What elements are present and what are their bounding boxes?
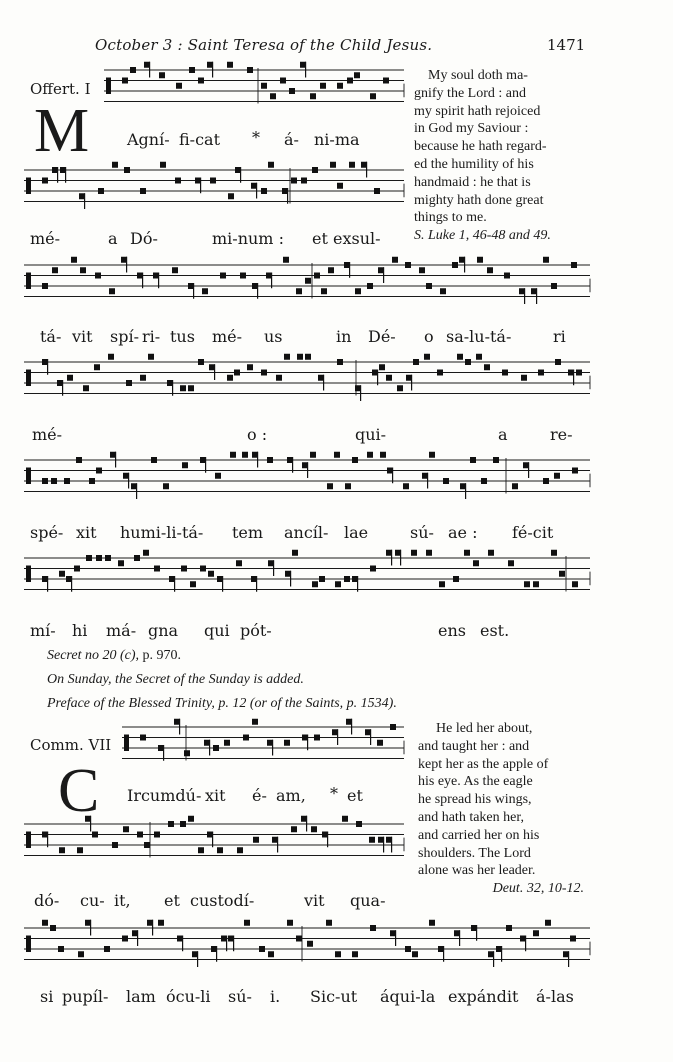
communion-translation	[418, 720, 592, 898]
translation-line: and carried her on his	[418, 827, 540, 843]
lyric-syllable: fé-cit	[512, 523, 554, 542]
lyric-syllable: vit	[72, 327, 93, 346]
offertory-translation	[414, 67, 590, 245]
communion-label: Comm. VII	[30, 736, 112, 754]
lyric-syllable: re-	[550, 425, 573, 444]
rubric-text: Secret	[47, 648, 82, 663]
lyric-syllable: mé-	[32, 425, 63, 444]
translation-line: and hath taken her,	[418, 809, 524, 825]
lyric-syllable: Agní-	[127, 130, 170, 149]
lyric-syllable: sa-lu-tá-	[446, 327, 512, 346]
lyric-syllable: tus	[170, 327, 195, 346]
lyric-syllable: us	[264, 327, 283, 346]
translation-line: because he hath regard-	[414, 139, 547, 155]
offertory-label: Offert. I	[30, 80, 91, 98]
lyric-syllable: qui-	[355, 425, 387, 444]
lyric-syllable: o	[424, 327, 434, 346]
lyric-syllable: tá-	[40, 327, 62, 346]
lyric-syllable: spé-	[30, 523, 64, 542]
lyric-syllable: Dé-	[368, 327, 396, 346]
rubric-text: no 20 (c),	[84, 648, 140, 663]
lyric-syllable: sú-	[410, 523, 434, 542]
lyric-syllable: est.	[480, 621, 510, 640]
lyric-syllable: expándit	[448, 987, 519, 1006]
lyric-syllable: cu-	[80, 891, 105, 910]
lyric-syllable: et	[164, 891, 180, 910]
lyric-syllable: in	[336, 327, 352, 346]
translation-line: things to me.	[414, 210, 487, 226]
lyric-syllable: xit	[205, 786, 226, 805]
secret-rubric	[47, 648, 181, 664]
translation-line: his eye. As the eagle	[418, 774, 533, 790]
translation-line: He led her about,	[436, 721, 533, 736]
lyric-syllable: pót-	[240, 621, 272, 640]
lyric-syllable: mé-	[30, 229, 61, 248]
translation-line: My soul doth ma-	[428, 68, 528, 83]
lyric-syllable: é-	[252, 786, 267, 805]
preface-rubric: Preface of the Blessed Trinity, p. 12 (or of the Saints, p. 1534).	[47, 696, 397, 711]
translation-line: mighty hath done great	[414, 192, 544, 208]
lyric-syllable: qua-	[350, 891, 386, 910]
lyric-syllable: sú-	[228, 987, 252, 1006]
lyric-syllable: et exsul-	[312, 229, 381, 248]
lyric-syllable: o :	[247, 425, 268, 444]
translation-line: my spirit hath rejoiced	[414, 103, 541, 119]
lyric-syllable: mí-	[30, 621, 56, 640]
lyric-syllable: lam	[126, 987, 156, 1006]
lyric-syllable: Ircumdú-	[127, 786, 202, 805]
lyric-syllable: ancíl-	[284, 523, 329, 542]
translation-line: in God my Saviour :	[414, 121, 529, 137]
lyric-syllable: ae :	[448, 523, 478, 542]
translation-line: handmaid : he that is	[414, 174, 531, 190]
lyric-syllable: mé-	[212, 327, 243, 346]
lyric-syllable: tem	[232, 523, 264, 542]
lyric-syllable: i.	[270, 987, 281, 1006]
lyric-syllable: xit	[76, 523, 97, 542]
lyric-syllable: ni-ma	[314, 130, 360, 149]
communion-initial: C	[58, 757, 100, 825]
lyric-syllable: hi	[72, 621, 88, 640]
lyric-syllable: *	[252, 128, 260, 147]
scripture-reference: S. Luke 1, 46-48 and 49.	[414, 228, 551, 244]
lyric-syllable: á-las	[536, 987, 574, 1006]
lyric-syllable: á-	[284, 130, 299, 149]
lyric-syllable: custodí-	[190, 891, 255, 910]
lyric-syllable: mi-num :	[212, 229, 284, 248]
translation-line: shoulders. The Lord	[418, 845, 531, 861]
lyric-syllable: ens	[438, 621, 466, 640]
translation-line: kept her as the apple of	[418, 756, 549, 772]
lyric-syllable: am,	[276, 786, 306, 805]
page-title: October 3 : Saint Teresa of the Child Jesus.	[95, 36, 433, 54]
lyric-syllable: ri	[553, 327, 566, 346]
translation-line: alone was her leader.	[418, 863, 536, 879]
lyric-syllable: it,	[114, 891, 131, 910]
lyric-syllable: dó-	[34, 891, 60, 910]
lyric-syllable: áqui-la	[380, 987, 436, 1006]
lyric-syllable: pupíl-	[62, 987, 109, 1006]
lyric-syllable: *	[330, 784, 338, 803]
lyric-syllable: Sic-ut	[310, 987, 358, 1006]
translation-line: ed the humility of his	[414, 156, 534, 172]
lyric-syllable: gna	[148, 621, 179, 640]
lyric-syllable: ri-	[142, 327, 161, 346]
lyric-syllable: et	[347, 786, 363, 805]
translation-line: gnify the Lord : and	[414, 85, 526, 101]
lyric-syllable: lae	[344, 523, 369, 542]
lyric-syllable: fi-cat	[179, 130, 221, 149]
lyric-syllable: vit	[304, 891, 325, 910]
lyric-syllable: má-	[106, 621, 137, 640]
lyric-syllable: humi-li-tá-	[120, 523, 204, 542]
lyric-syllable: si	[40, 987, 54, 1006]
rubric-page-ref: p. 970.	[142, 648, 182, 663]
lyric-syllable: Dó-	[130, 229, 158, 248]
lyric-syllable: a	[108, 229, 118, 248]
sunday-rubric: On Sunday, the Secret of the Sunday is added.	[47, 672, 304, 687]
lyric-syllable: spí-	[110, 327, 139, 346]
page-number: 1471	[547, 36, 586, 54]
lyric-syllable: a	[498, 425, 508, 444]
scripture-reference: Deut. 32, 10-12.	[492, 881, 584, 897]
translation-line: he spread his wings,	[418, 792, 532, 808]
translation-line: and taught her : and	[418, 738, 530, 754]
lyric-syllable: qui	[204, 621, 230, 640]
offertory-initial: M	[34, 97, 90, 165]
lyric-syllable: ócu-li	[166, 987, 211, 1006]
